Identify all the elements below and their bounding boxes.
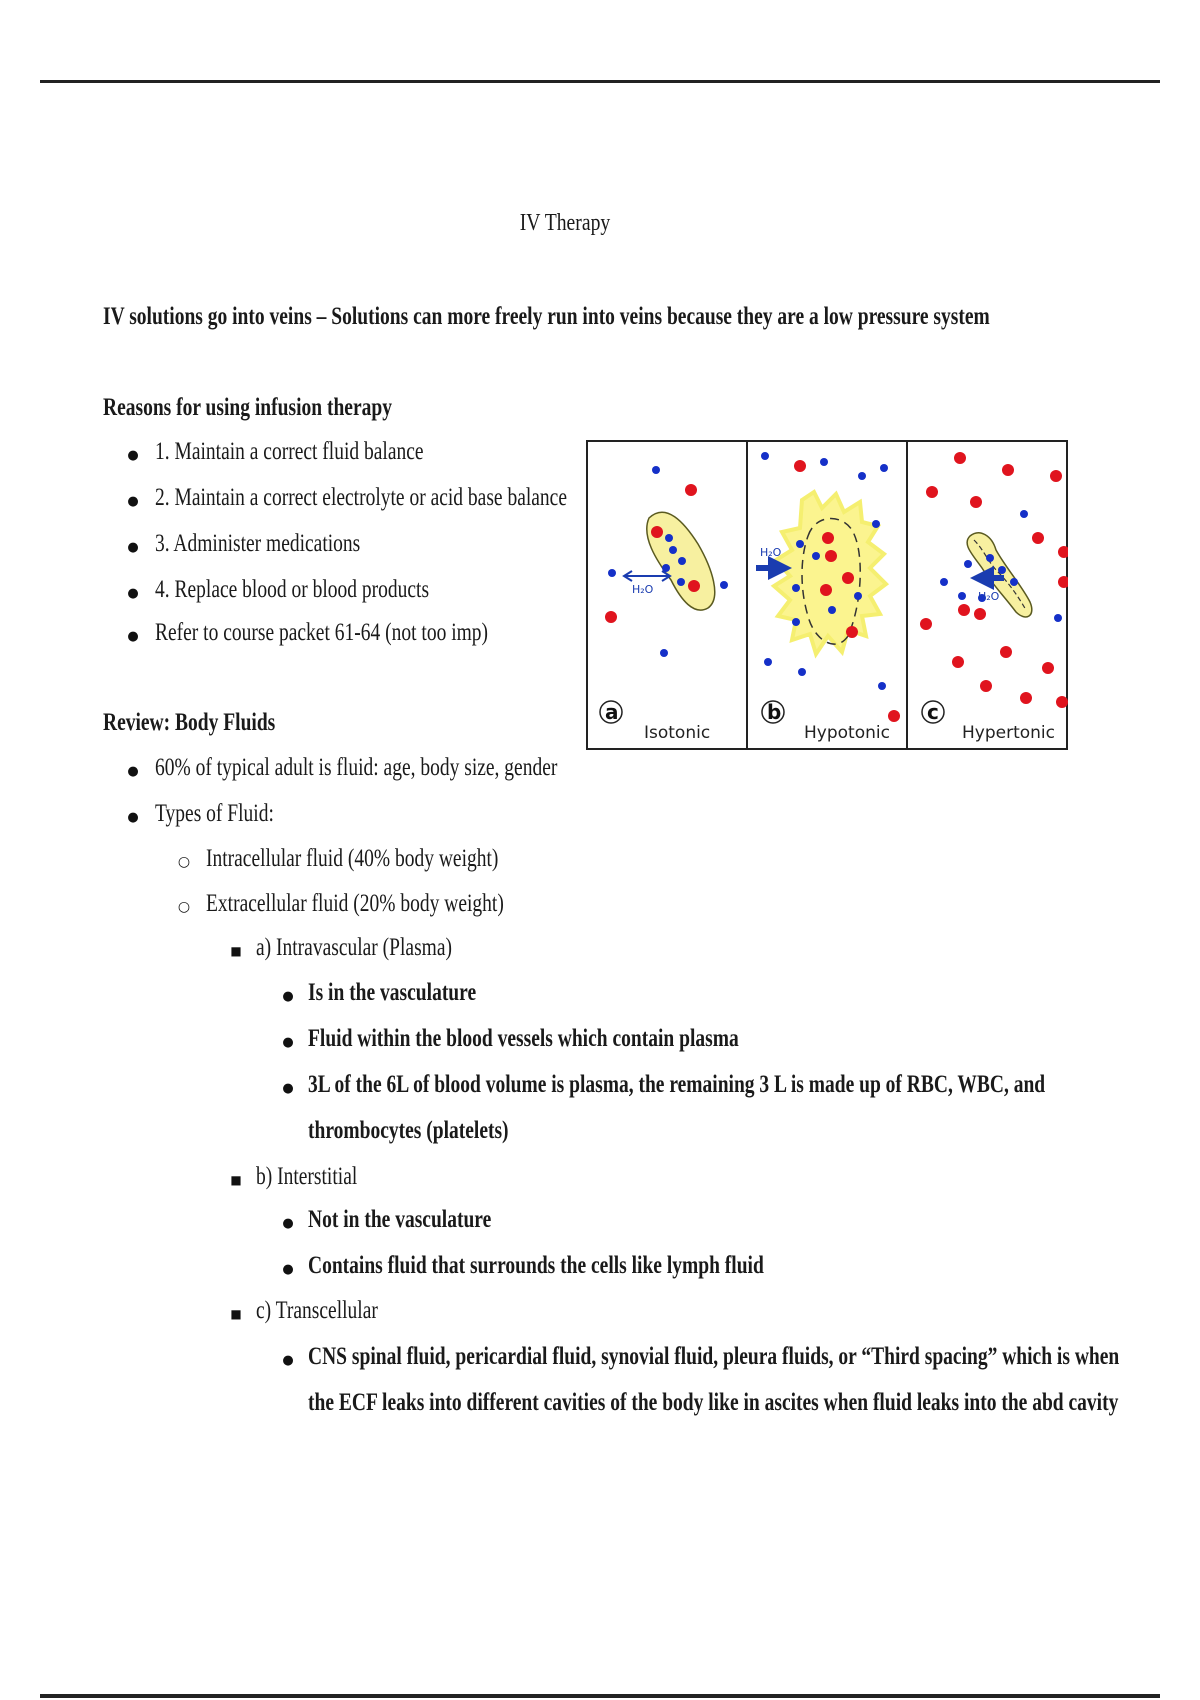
bullet xyxy=(123,576,143,609)
solute-blue xyxy=(665,534,673,542)
bullet xyxy=(278,1025,298,1058)
bullet xyxy=(123,754,143,787)
solute-blue xyxy=(940,578,948,586)
solute-blue xyxy=(720,581,728,589)
intro-text: IV solutions go into veins – Solutions can more freely run into veins because they are a low pressure system xyxy=(103,303,990,330)
square-bullet xyxy=(226,934,246,966)
reason-item: Refer to course packet 61-64 (not too imp) xyxy=(155,619,489,646)
intravascular-point: Fluid within the blood vessels which contain plasma xyxy=(308,1025,739,1052)
panel-label: Hypertonic xyxy=(962,723,1055,743)
water-label: H₂O xyxy=(632,583,654,596)
bullet xyxy=(278,1206,298,1239)
solute-red xyxy=(1056,696,1068,708)
bullet xyxy=(278,1252,298,1285)
tonicity-diagram xyxy=(586,440,1068,752)
solute-blue xyxy=(660,649,668,657)
panel-letter: a xyxy=(605,700,619,724)
solute-blue xyxy=(1054,614,1062,622)
reasons-heading: Reasons for using infusion therapy xyxy=(103,394,392,421)
solute-blue xyxy=(678,557,686,565)
header-rule xyxy=(40,80,1160,83)
solute-blue xyxy=(669,546,677,554)
bullet xyxy=(278,1343,298,1376)
solute-red xyxy=(920,618,932,630)
panel-letter: b xyxy=(767,700,782,724)
solute-red xyxy=(1042,662,1054,674)
bullet xyxy=(123,438,143,471)
solute-blue xyxy=(854,592,862,600)
reason-item: 3. Administer medications xyxy=(155,530,361,557)
solute-red xyxy=(842,572,854,584)
panel-letter: c xyxy=(927,700,939,724)
solute-red xyxy=(794,460,806,472)
solute-blue xyxy=(812,552,820,560)
solute-red xyxy=(822,532,834,544)
square-bullet xyxy=(226,1297,246,1329)
solute-red xyxy=(688,580,700,592)
solute-blue xyxy=(880,464,888,472)
solute-red xyxy=(1020,692,1032,704)
panel-label: Hypotonic xyxy=(804,723,890,743)
reason-item: 2. Maintain a correct electrolyte or acid base balance xyxy=(155,484,567,511)
intravascular-point: 3L of the 6L of blood volume is plasma, the remaining 3 L is made up of RBC, WBC, and xyxy=(308,1071,1046,1098)
solute-red xyxy=(651,526,663,538)
reason-item: 1. Maintain a correct fluid balance xyxy=(155,438,424,465)
bullet xyxy=(123,530,143,563)
solute-red xyxy=(970,496,982,508)
solute-blue xyxy=(858,472,866,480)
footer-rule xyxy=(40,1694,1160,1698)
bullet xyxy=(123,800,143,833)
solute-red xyxy=(926,486,938,498)
solute-blue xyxy=(958,592,966,600)
solute-blue xyxy=(964,560,972,568)
solute-blue xyxy=(1020,510,1028,518)
solute-blue xyxy=(652,466,660,474)
panel-label: Isotonic xyxy=(644,723,711,743)
solute-red xyxy=(1000,646,1012,658)
bullet xyxy=(123,484,143,517)
review-item: Types of Fluid: xyxy=(155,800,274,827)
interstitial-point: Not in the vasculature xyxy=(308,1206,492,1233)
review-item: 60% of typical adult is fluid: age, body size, gender xyxy=(155,754,558,781)
reason-item: 4. Replace blood or blood products xyxy=(155,576,430,603)
solute-blue xyxy=(872,520,880,528)
intravascular-point: Is in the vasculature xyxy=(308,979,477,1006)
solute-red xyxy=(1002,464,1014,476)
bullet xyxy=(278,979,298,1012)
transcellular-point: CNS spinal fluid, pericardial fluid, synovial fluid, pleura fluids, or “Third spacing” which is when xyxy=(308,1343,1120,1370)
review-heading: Review: Body Fluids xyxy=(103,709,276,736)
solute-blue xyxy=(820,458,828,466)
solute-blue xyxy=(764,658,772,666)
solute-red xyxy=(846,626,858,638)
solute-blue xyxy=(798,668,806,676)
solute-red xyxy=(605,611,617,623)
solute-blue xyxy=(1010,578,1018,586)
solute-blue xyxy=(796,540,804,548)
intravascular-label: a) Intravascular (Plasma) xyxy=(256,934,452,961)
sub-bullet xyxy=(174,845,194,877)
transcellular-label: c) Transcellular xyxy=(256,1297,378,1324)
solute-red xyxy=(888,710,900,722)
solute-blue xyxy=(792,584,800,592)
solute-blue xyxy=(792,618,800,626)
solute-red xyxy=(974,608,986,620)
solute-red xyxy=(958,604,970,616)
solute-red xyxy=(825,550,837,562)
solute-red xyxy=(1032,532,1044,544)
fluid-type: Intracellular fluid (40% body weight) xyxy=(206,845,499,872)
solute-blue xyxy=(677,578,685,586)
solute-blue xyxy=(828,606,836,614)
page-title: IV Therapy xyxy=(519,210,611,236)
solute-red xyxy=(1050,470,1062,482)
interstitial-point: Contains fluid that surrounds the cells like lymph fluid xyxy=(308,1252,764,1279)
transcellular-point-continued: the ECF leaks into different cavities of the body like in ascites when fluid leaks into the abd cavity xyxy=(308,1389,1119,1416)
solute-red xyxy=(952,656,964,668)
solute-red xyxy=(820,584,832,596)
solute-red xyxy=(980,680,992,692)
square-bullet xyxy=(226,1163,246,1195)
solute-blue xyxy=(608,569,616,577)
solute-blue xyxy=(986,554,994,562)
solute-red xyxy=(954,452,966,464)
water-label: H₂O xyxy=(760,546,782,559)
solute-blue xyxy=(761,452,769,460)
intravascular-point-continued: thrombocytes (platelets) xyxy=(308,1117,509,1144)
bullet xyxy=(278,1071,298,1104)
fluid-type: Extracellular fluid (20% body weight) xyxy=(206,890,504,917)
interstitial-label: b) Interstitial xyxy=(256,1163,358,1190)
sub-bullet xyxy=(174,890,194,922)
bullet xyxy=(123,619,143,652)
solute-blue xyxy=(878,682,886,690)
solute-blue xyxy=(998,566,1006,574)
solute-red xyxy=(685,484,697,496)
water-label: H₂O xyxy=(978,590,1000,603)
